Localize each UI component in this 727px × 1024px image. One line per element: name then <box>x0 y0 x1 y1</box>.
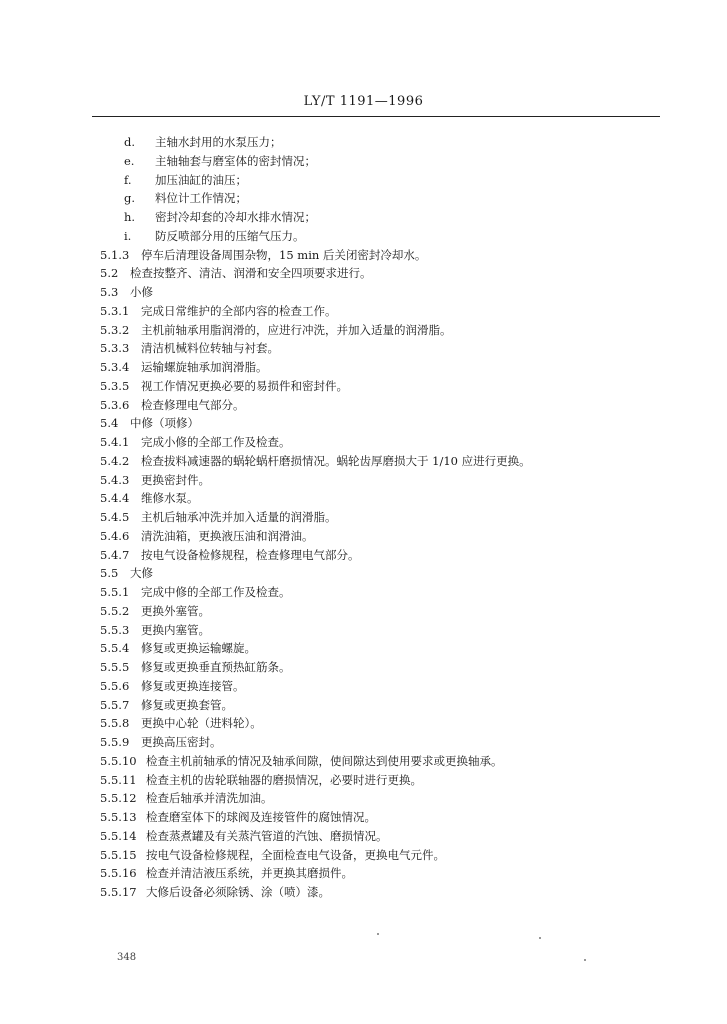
clause-text: 完成日常维护的全部内容的检查工作。 <box>141 303 337 318</box>
standard-code: LY/T 1191—1996 <box>303 94 424 109</box>
clause-text: 检查并清洁液压系统，并更换其磨损件。 <box>146 866 353 881</box>
clause-text: 更换高压密封。 <box>141 735 222 749</box>
clause-text: 大修后设备必须除锈、涂（喷）漆。 <box>146 885 330 899</box>
clause-text: 检查按整齐、清洁、润滑和安全四项要求进行。 <box>130 266 372 281</box>
clause-text: 检查拔料减速器的蜗轮蜗杆磨损情况。蜗轮齿厚磨损大于 1/10 应进行更换。 <box>141 453 531 468</box>
clause-5-5-1 <box>0 583 727 602</box>
clause-number: 5.3.5 <box>100 378 130 393</box>
scan-speck <box>377 933 379 935</box>
sub-item-label: d. <box>124 135 136 149</box>
section-number: 5.4 <box>100 416 119 431</box>
standard-header <box>0 94 727 109</box>
clause-number: 5.5.15 <box>100 847 137 862</box>
clause-5-5-4 <box>0 639 727 658</box>
clause-text: 运输螺旋轴承加润滑脂。 <box>141 360 268 374</box>
clause-text: 检查主机的齿轮联轴器的磨损情况，必要时进行更换。 <box>146 772 422 787</box>
clause-number: 5.4.1 <box>100 435 130 449</box>
clause-text: 停车后清理设备周围杂物，15 min 后关闭密封冷却水。 <box>141 247 427 262</box>
clause-text: 更换外塞管。 <box>141 603 210 618</box>
clause-5-5-11 <box>0 771 727 790</box>
section-number: 5.3 <box>100 285 119 299</box>
clause-number: 5.4.2 <box>100 453 130 468</box>
clause-5-1-3 <box>0 246 727 265</box>
sub-item-text: 加压油缸的油压； <box>155 172 247 187</box>
clause-number: 5.4.7 <box>100 547 130 562</box>
clause-number: 5.5.14 <box>100 828 137 843</box>
scan-speck <box>539 937 541 939</box>
clause-text: 清洁机械料位转轴与衬套。 <box>141 341 279 356</box>
clause-number: 5.2 <box>100 266 119 281</box>
clause-text: 按电气设备检修规程，检查修理电气部分。 <box>141 547 360 562</box>
clause-5-4-7 <box>0 546 727 565</box>
sub-item-text: 主轴水封用的水泵压力； <box>155 135 282 149</box>
clause-number: 5.5.9 <box>100 735 130 749</box>
clause-number: 5.5.7 <box>100 697 130 712</box>
clause-5-5-3 <box>0 621 727 640</box>
clause-5-2 <box>0 264 727 283</box>
section-title: 小修 <box>130 285 153 299</box>
section-title: 中修（项修） <box>130 416 199 431</box>
document-body <box>0 133 727 902</box>
clause-5-5-9 <box>0 733 727 752</box>
clause-text: 主机后轴承冲洗并加入适量的润滑脂。 <box>141 510 337 524</box>
sub-item-label: f. <box>124 172 132 187</box>
sub-item-g <box>0 189 727 208</box>
clause-text: 更换密封件。 <box>141 472 210 487</box>
clause-5-5-6 <box>0 677 727 696</box>
clause-text: 修复或更换连接管。 <box>141 678 245 693</box>
clause-text: 检查磨室体下的球阀及连接管件的腐蚀情况。 <box>146 810 376 824</box>
clause-number: 5.5.2 <box>100 603 130 618</box>
clause-5-5-10 <box>0 752 727 771</box>
clause-number: 5.1.3 <box>100 247 130 262</box>
clause-5-3-4 <box>0 358 727 377</box>
section-5-4-medium-repair <box>0 414 727 433</box>
sub-item-text: 密封冷却套的冷却水排水情况； <box>155 210 316 224</box>
clause-5-4-3 <box>0 471 727 490</box>
clause-text: 更换中心轮（进料轮）。 <box>141 716 262 731</box>
section-5-5-overhaul <box>0 564 727 583</box>
clause-number: 5.3.1 <box>100 303 130 318</box>
clause-text: 完成小修的全部工作及检查。 <box>141 435 291 449</box>
page-number: 348 <box>117 952 137 963</box>
clause-number: 5.4.4 <box>100 491 130 506</box>
sub-item-label: i. <box>124 228 132 243</box>
sub-item-text: 料位计工作情况； <box>155 191 247 206</box>
section-5-3-minor-repair <box>0 283 727 302</box>
clause-5-3-1 <box>0 302 727 321</box>
clause-number: 5.5.1 <box>100 585 130 599</box>
clause-text: 检查主机前轴承的情况及轴承间隙，使间隙达到使用要求或更换轴承。 <box>146 753 503 768</box>
clause-number: 5.5.12 <box>100 791 137 806</box>
clause-5-5-17 <box>0 883 727 902</box>
clause-text: 修复或更换运输螺旋。 <box>141 641 256 656</box>
clause-text: 完成中修的全部工作及检查。 <box>141 585 291 599</box>
clause-number: 5.3.3 <box>100 341 130 356</box>
clause-number: 5.5.4 <box>100 641 130 656</box>
clause-text: 检查后轴承并清洗加油。 <box>146 791 273 806</box>
clause-number: 5.5.16 <box>100 866 137 881</box>
sub-item-label: e. <box>124 153 135 168</box>
clause-5-5-7 <box>0 696 727 715</box>
clause-text: 视工作情况更换必要的易损件和密封件。 <box>141 378 348 393</box>
clause-5-5-8 <box>0 714 727 733</box>
clause-5-4-5 <box>0 508 727 527</box>
section-number: 5.5 <box>100 566 119 581</box>
clause-number: 5.5.13 <box>100 810 137 824</box>
sub-item-i <box>0 227 727 246</box>
clause-text: 主机前轴承用脂润滑的，应进行冲洗，并加入适量的润滑脂。 <box>141 322 452 337</box>
scan-speck <box>584 959 586 961</box>
clause-5-5-15 <box>0 846 727 865</box>
clause-5-3-5 <box>0 377 727 396</box>
clause-5-5-12 <box>0 789 727 808</box>
clause-5-3-2 <box>0 321 727 340</box>
clause-number: 5.5.11 <box>100 772 137 787</box>
clause-5-5-16 <box>0 864 727 883</box>
clause-5-4-4 <box>0 489 727 508</box>
sub-item-label: g. <box>124 191 136 206</box>
clause-number: 5.4.6 <box>100 528 130 543</box>
clause-5-4-1 <box>0 433 727 452</box>
clause-number: 5.5.10 <box>100 753 137 768</box>
clause-number: 5.3.4 <box>100 360 130 374</box>
clause-number: 5.3.2 <box>100 322 130 337</box>
clause-5-4-6 <box>0 527 727 546</box>
clause-number: 5.3.6 <box>100 397 130 412</box>
header-rule <box>92 116 660 117</box>
clause-text: 修复或更换垂直预热缸筋条。 <box>141 660 291 674</box>
sub-item-text: 防反喷部分用的压缩气压力。 <box>155 228 305 243</box>
clause-5-5-5 <box>0 658 727 677</box>
clause-number: 5.5.8 <box>100 716 130 731</box>
clause-text: 检查蒸煮罐及有关蒸汽管道的汽蚀、磨损情况。 <box>146 828 388 843</box>
clause-5-5-2 <box>0 602 727 621</box>
clause-number: 5.5.6 <box>100 678 130 693</box>
sub-item-f <box>0 171 727 190</box>
sub-item-text: 主轴轴套与磨室体的密封情况； <box>155 153 316 168</box>
clause-number: 5.5.17 <box>100 885 137 899</box>
clause-5-3-3 <box>0 339 727 358</box>
clause-5-5-13 <box>0 808 727 827</box>
sub-item-label: h. <box>124 210 136 224</box>
clause-text: 检查修理电气部分。 <box>141 397 245 412</box>
sub-item-h <box>0 208 727 227</box>
clause-number: 5.5.3 <box>100 622 130 637</box>
sub-item-e <box>0 152 727 171</box>
clause-number: 5.4.5 <box>100 510 130 524</box>
clause-number: 5.5.5 <box>100 660 130 674</box>
sub-item-d <box>0 133 727 152</box>
clause-text: 清洗油箱，更换液压油和润滑油。 <box>141 528 314 543</box>
clause-number: 5.4.3 <box>100 472 130 487</box>
clause-text: 修复或更换套管。 <box>141 697 233 712</box>
clause-text: 更换内塞管。 <box>141 622 210 637</box>
clause-5-5-14 <box>0 827 727 846</box>
clause-5-4-2 <box>0 452 727 471</box>
clause-text: 维修水泵。 <box>141 491 199 506</box>
section-title: 大修 <box>130 566 153 581</box>
clause-5-3-6 <box>0 396 727 415</box>
clause-text: 按电气设备检修规程，全面检查电气设备，更换电气元件。 <box>146 847 445 862</box>
